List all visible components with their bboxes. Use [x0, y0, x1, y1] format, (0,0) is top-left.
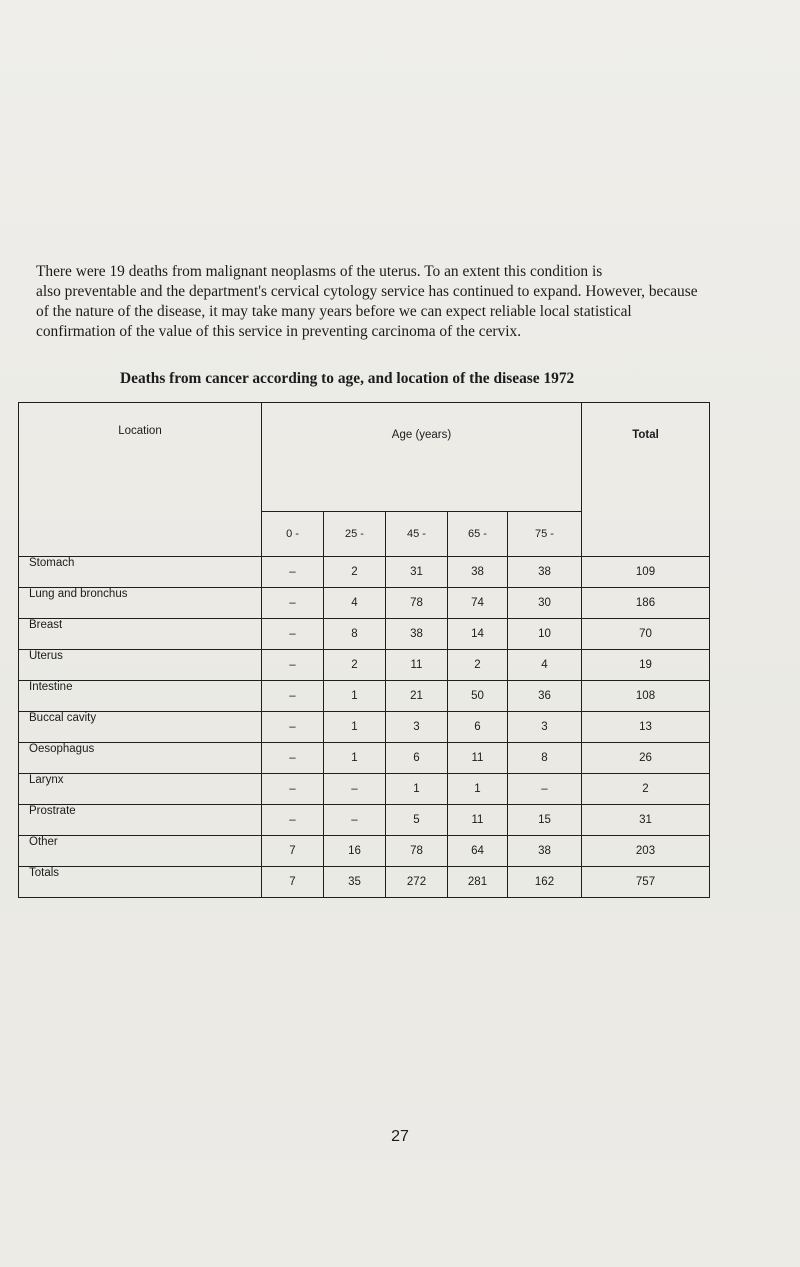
row-count: –: [262, 557, 324, 588]
row-total: 26: [582, 743, 710, 774]
row-total: 109: [582, 557, 710, 588]
row-count: 3: [386, 712, 448, 743]
row-count: 38: [508, 836, 582, 867]
row-total: 13: [582, 712, 710, 743]
row-count: 64: [448, 836, 508, 867]
row-count: –: [262, 743, 324, 774]
table-row: [19, 805, 710, 836]
row-count: 1: [324, 681, 386, 712]
row-location: Oesophagus: [19, 743, 262, 774]
row-count: –: [262, 712, 324, 743]
row-count: 14: [448, 619, 508, 650]
row-count: 272: [386, 867, 448, 898]
paragraph-line: also preventable and the department's cervical cytology service has continued to expand. However, because: [36, 283, 698, 300]
header-age-band: 0 -: [262, 512, 324, 557]
row-count: 1: [386, 774, 448, 805]
row-count: 2: [448, 650, 508, 681]
row-count: 6: [386, 743, 448, 774]
table-row: [19, 588, 710, 619]
table-row: [19, 619, 710, 650]
row-location: Larynx: [19, 774, 262, 805]
row-count: 30: [508, 588, 582, 619]
row-total: 19: [582, 650, 710, 681]
row-count: 7: [262, 867, 324, 898]
row-count: 1: [324, 712, 386, 743]
row-count: –: [324, 774, 386, 805]
table-row: [19, 650, 710, 681]
row-count: 11: [386, 650, 448, 681]
row-location: Uterus: [19, 650, 262, 681]
row-total: 108: [582, 681, 710, 712]
header-age-years: Age (years): [262, 403, 582, 512]
table-row: [19, 867, 710, 898]
row-count: –: [262, 774, 324, 805]
row-location: Other: [19, 836, 262, 867]
paragraph-line: There were 19 deaths from malignant neoplasms of the uterus. To an extent this condition is: [36, 263, 603, 280]
row-count: 162: [508, 867, 582, 898]
row-total: 31: [582, 805, 710, 836]
row-location: Intestine: [19, 681, 262, 712]
row-count: 2: [324, 650, 386, 681]
row-location: Breast: [19, 619, 262, 650]
header-total: Total: [582, 403, 710, 557]
row-count: 74: [448, 588, 508, 619]
row-count: 1: [324, 743, 386, 774]
row-count: 1: [448, 774, 508, 805]
row-count: 11: [448, 805, 508, 836]
row-location: Stomach: [19, 557, 262, 588]
row-count: 2: [324, 557, 386, 588]
table-row: [19, 836, 710, 867]
row-location: Prostrate: [19, 805, 262, 836]
row-count: –: [262, 805, 324, 836]
header-age-band: 45 -: [386, 512, 448, 557]
row-count: –: [324, 805, 386, 836]
row-total: 70: [582, 619, 710, 650]
row-count: 36: [508, 681, 582, 712]
row-count: 50: [448, 681, 508, 712]
row-count: 281: [448, 867, 508, 898]
paragraph-line: confirmation of the value of this service in preventing carcinoma of the cervix.: [36, 323, 522, 340]
row-count: 31: [386, 557, 448, 588]
paragraph-line: of the nature of the disease, it may take many years before we can expect reliable local statistical: [36, 303, 632, 320]
row-count: 7: [262, 836, 324, 867]
header-age-band: 75 -: [508, 512, 582, 557]
row-count: 78: [386, 588, 448, 619]
row-count: –: [262, 619, 324, 650]
table-row: [19, 774, 710, 805]
row-total: 2: [582, 774, 710, 805]
row-count: –: [262, 588, 324, 619]
table-row: [19, 712, 710, 743]
row-count: 5: [386, 805, 448, 836]
table-caption: Deaths from cancer according to age, and location of the disease 1972: [120, 370, 575, 387]
table-row: [19, 557, 710, 588]
header-age-band: 25 -: [324, 512, 386, 557]
row-count: 16: [324, 836, 386, 867]
row-count: –: [508, 774, 582, 805]
header-age-band: 65 -: [448, 512, 508, 557]
row-count: 38: [448, 557, 508, 588]
table-row: [19, 681, 710, 712]
row-count: 35: [324, 867, 386, 898]
row-count: 10: [508, 619, 582, 650]
row-count: 38: [508, 557, 582, 588]
row-count: 3: [508, 712, 582, 743]
intro-paragraph: [36, 262, 756, 342]
table-row: [19, 743, 710, 774]
row-count: 6: [448, 712, 508, 743]
row-count: 8: [508, 743, 582, 774]
row-count: 15: [508, 805, 582, 836]
row-location: Buccal cavity: [19, 712, 262, 743]
row-count: 4: [508, 650, 582, 681]
header-location: Location: [19, 403, 262, 557]
row-total: 203: [582, 836, 710, 867]
row-count: 38: [386, 619, 448, 650]
row-count: 4: [324, 588, 386, 619]
row-count: 11: [448, 743, 508, 774]
row-total: 757: [582, 867, 710, 898]
page-number: 27: [391, 1128, 409, 1145]
row-location: Lung and bronchus: [19, 588, 262, 619]
row-count: 8: [324, 619, 386, 650]
row-location: Totals: [19, 867, 262, 898]
cancer-deaths-table: [18, 402, 710, 898]
row-count: 78: [386, 836, 448, 867]
row-count: 21: [386, 681, 448, 712]
row-count: –: [262, 650, 324, 681]
row-total: 186: [582, 588, 710, 619]
row-count: –: [262, 681, 324, 712]
